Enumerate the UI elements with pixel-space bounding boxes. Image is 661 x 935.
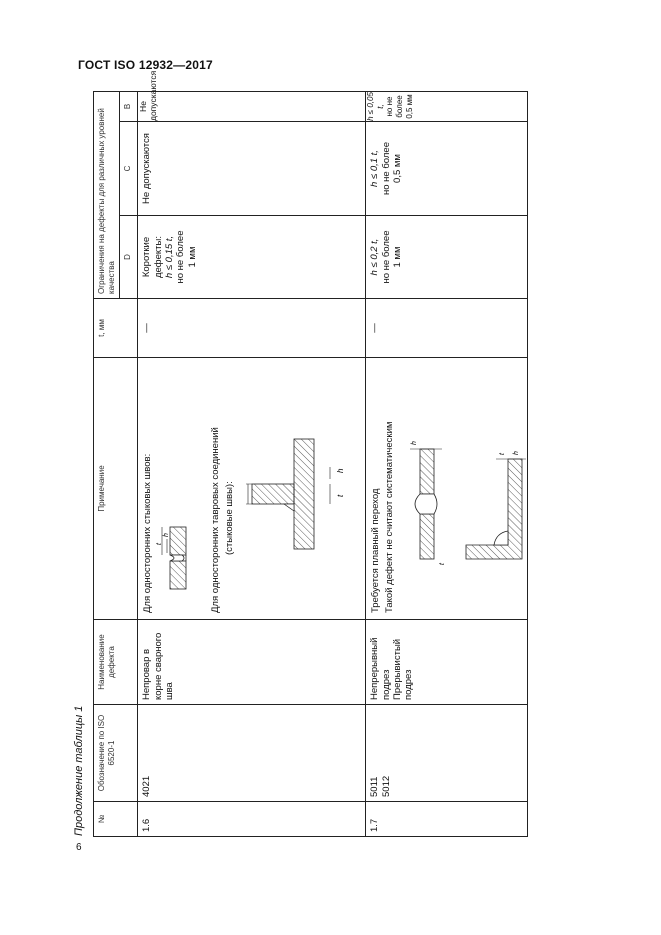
header-level-c: C (120, 122, 138, 216)
row-1-7-name-1: Непрерывный подрез (369, 637, 392, 700)
page-number: 6 (76, 842, 82, 853)
table-row (366, 91, 528, 836)
row-1-7-d-line2: но не более (380, 230, 392, 284)
row-1-6-level-b: Не допускаются (138, 91, 366, 121)
header-designation: Обозначение по ISO 6520-1 (94, 705, 138, 802)
figure-label-h: h (163, 533, 171, 537)
row-1-7-b-line1: h ≤ 0,05 t, (366, 92, 385, 121)
row-1-7-level-b (366, 91, 528, 121)
row-1-7-designation (366, 705, 528, 802)
row-1-6-d-line4: но не более (175, 230, 187, 284)
defects-table (93, 70, 528, 837)
row-1-7-note-line1: Требуется плавный переход (370, 488, 382, 613)
header-thickness: t, мм (94, 299, 138, 358)
butt-weld-root-figure (156, 515, 198, 595)
row-1-7-level-c (366, 122, 528, 216)
row-1-7-name (366, 620, 528, 705)
row-1-7-designation-1: 5011 (369, 776, 381, 797)
row-1-7-c-line1: h ≤ 0,1 t, (369, 150, 381, 187)
header-name: Наименование дефекта (94, 620, 138, 705)
table-continuation-caption: Продолжение таблицы 1 (73, 705, 85, 836)
table-row (138, 91, 366, 836)
row-1-6-no: 1.6 (138, 802, 366, 837)
row-1-7-note (366, 358, 528, 620)
row-1-7-d-line1: h ≤ 0,2 t, (369, 238, 381, 276)
header-note: Примечание (94, 358, 138, 620)
row-1-7-b-line3: 0,5 мм (404, 94, 414, 119)
header-level-d: D (120, 216, 138, 299)
undercut-fillet-figure (456, 439, 536, 579)
row-1-7-no: 1.7 (366, 802, 528, 837)
row-1-7-name-2: Прерывистый подрез (391, 638, 415, 700)
row-1-7-d-line3: 1 мм (391, 246, 403, 268)
figure-label-h-fillet: h (513, 451, 521, 455)
row-1-6-note-line1: Для односторонних стыковых швов: (142, 453, 154, 613)
header-level-b: B (120, 91, 138, 121)
row-1-7-note-line2: Такой дефект не считают систематическим (384, 421, 396, 613)
document-title: ГОСТ ISO 12932—2017 (78, 58, 213, 72)
row-1-6-designation: 4021 (138, 705, 366, 802)
row-1-7-c-line2: но не более (380, 142, 392, 195)
row-1-7-thickness: — (366, 299, 528, 358)
table-header-row (94, 91, 120, 836)
row-1-6-d-line1: Короткие (141, 236, 153, 278)
row-1-6-note-line3: (стыковые швы): (224, 481, 236, 555)
figure-label-t: t (156, 543, 164, 545)
row-1-6-level-d (138, 216, 366, 299)
tee-joint-root-figure (244, 409, 354, 559)
row-1-6-note-line2: Для односторонних тавровых соединений (210, 427, 222, 613)
figure-label-h-tee: h (336, 468, 346, 473)
row-1-7-b-line2: но не более (385, 95, 404, 118)
row-1-6-d-line3: h ≤ 0,15 t, (163, 235, 175, 279)
header-limits-group: Ограничения на дефекты для различных уровней качества (94, 91, 120, 298)
row-1-6-d-line2: дефекты: (152, 236, 164, 279)
row-1-6-d-line5: 1 мм (186, 246, 198, 268)
figure-label-h-undercut: h (411, 441, 419, 445)
header-no: № (94, 802, 138, 837)
undercut-butt-figure (406, 439, 446, 569)
figure-label-t-fillet: t (499, 453, 507, 455)
row-1-6-thickness: — (138, 299, 366, 358)
row-1-6-name: Непровар в корне сварного шва (138, 620, 366, 705)
figure-label-t-tee: t (336, 494, 346, 497)
row-1-7-c-line3: 0,5 мм (391, 154, 403, 183)
row-1-7-designation-2: 5012 (380, 775, 392, 797)
defects-table-rotated (93, 70, 528, 837)
row-1-6-note (138, 358, 366, 620)
row-1-7-level-d (366, 216, 528, 299)
figure-label-t-undercut: t (439, 563, 447, 565)
row-1-6-level-c: Не допускаются (138, 122, 366, 216)
